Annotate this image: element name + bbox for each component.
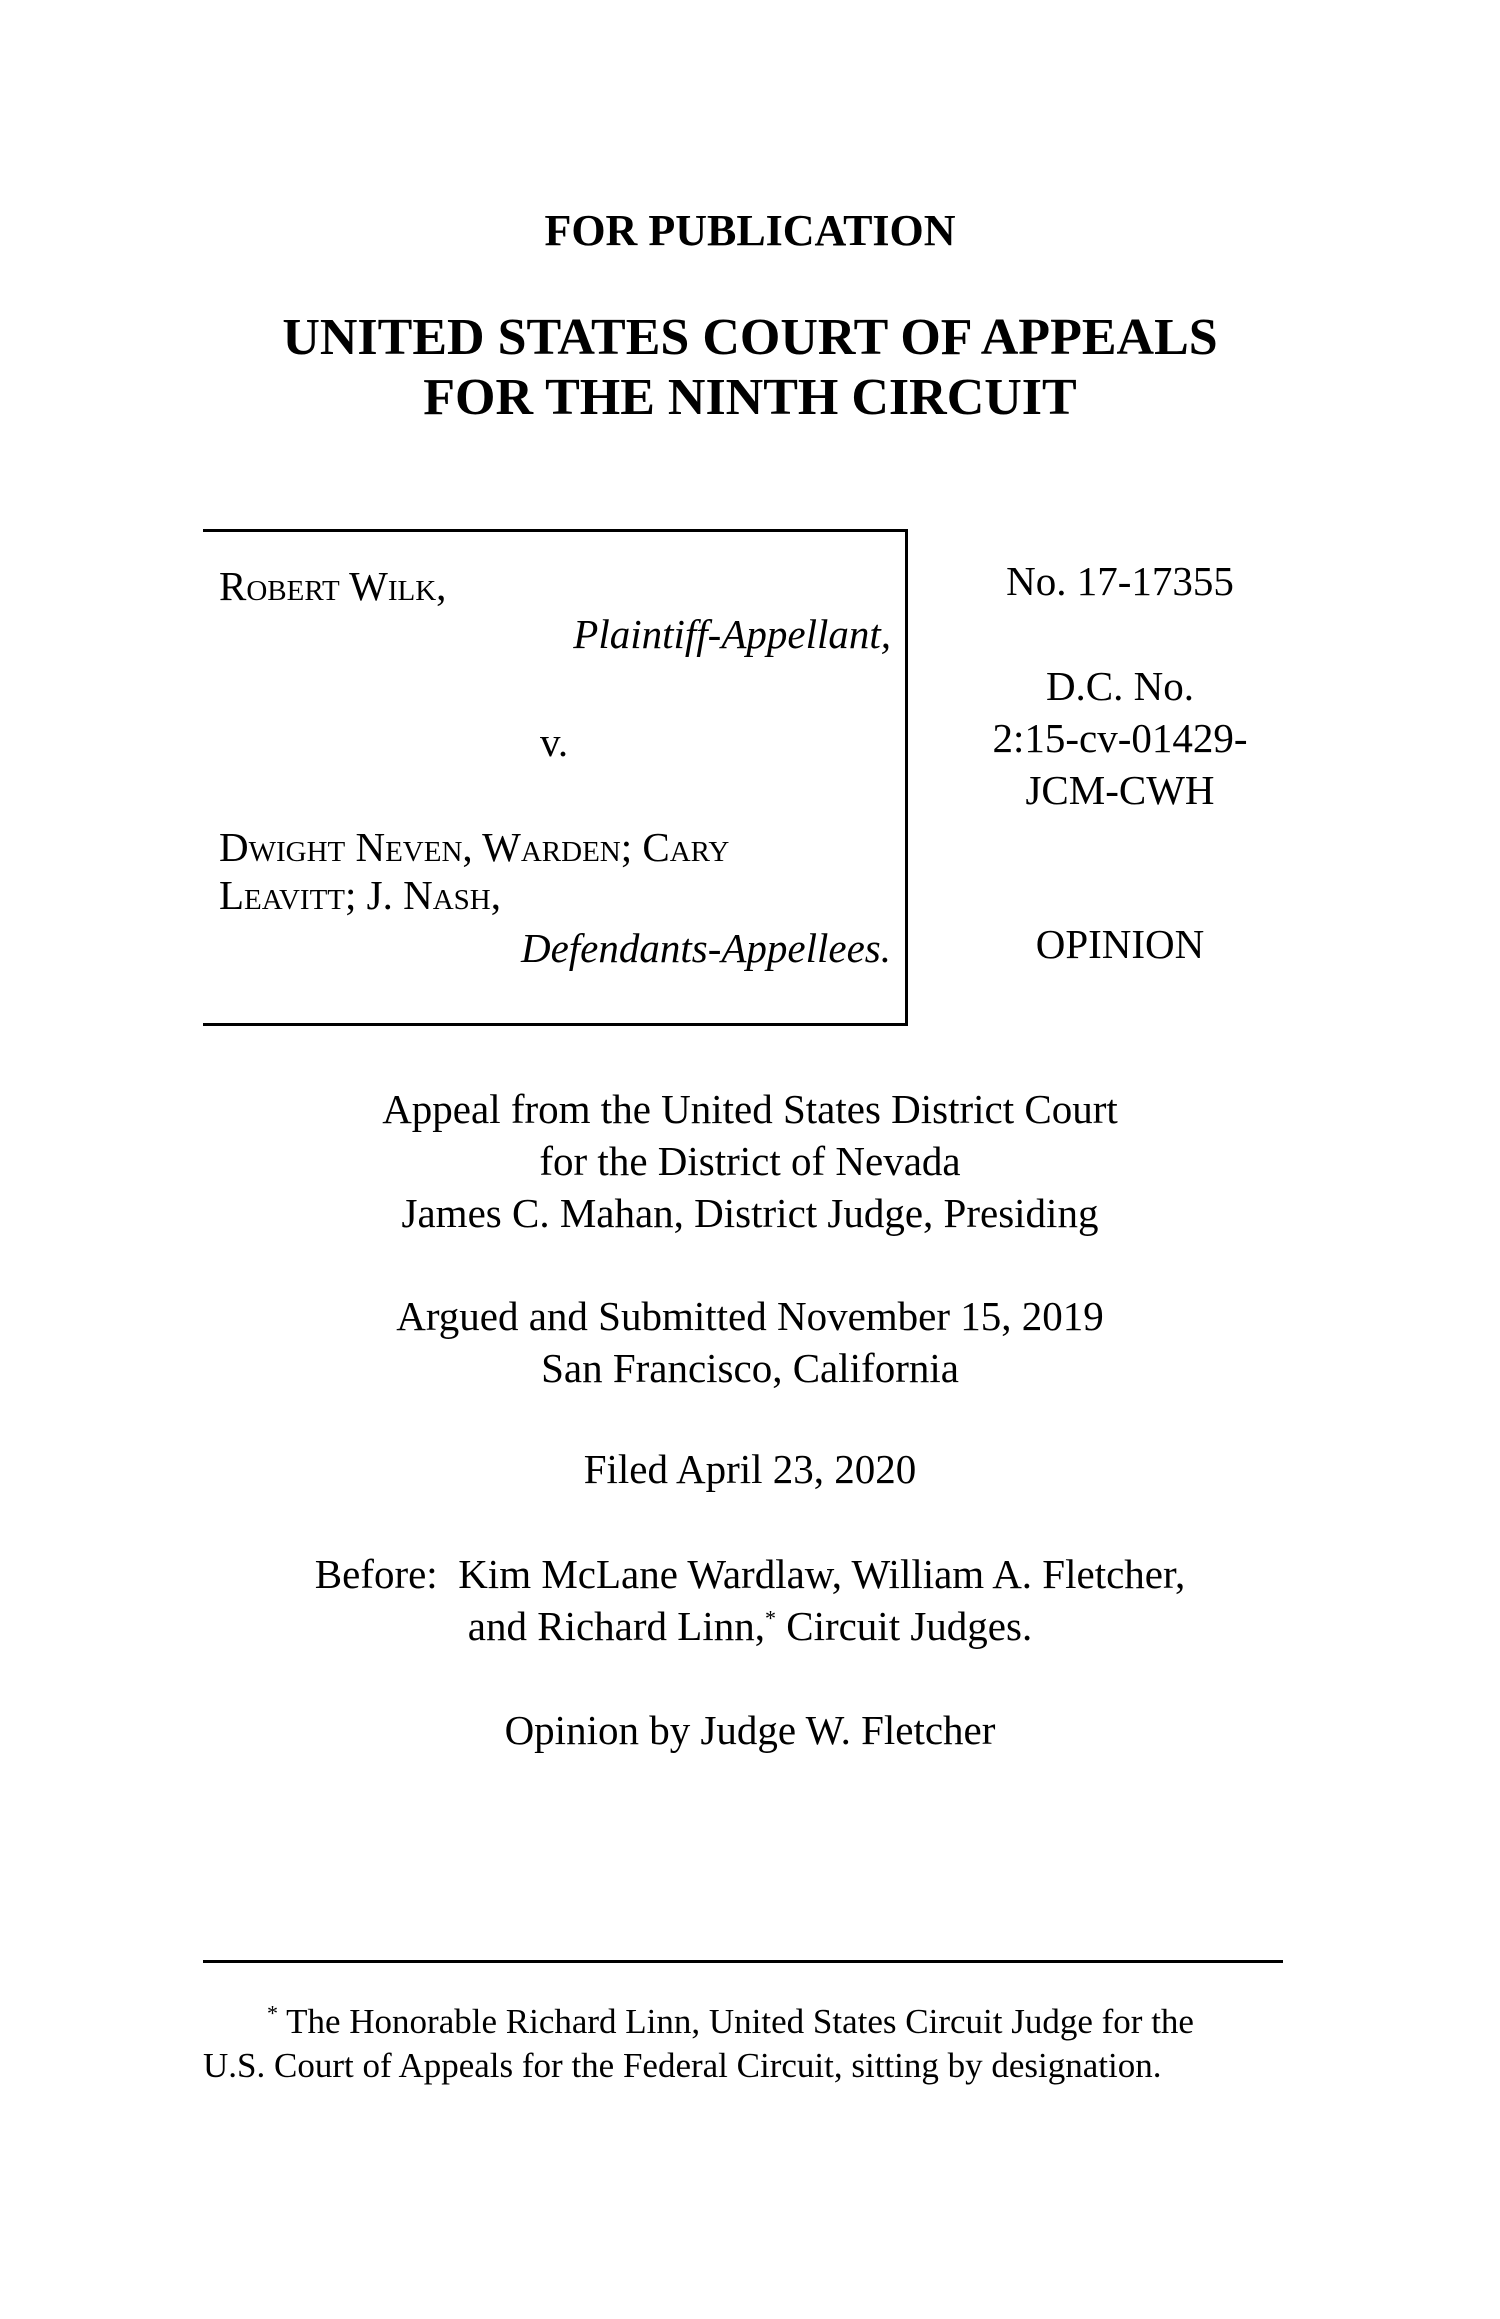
argued-line2: San Francisco, California: [541, 1345, 959, 1391]
case-number: No. 17-17355: [1006, 558, 1234, 604]
court-title: [0, 308, 1500, 428]
footnote-line1: [203, 2000, 1283, 2044]
versus-label: v.: [540, 719, 569, 765]
court-title-line2: FOR THE NINTH CIRCUIT: [423, 369, 1077, 426]
for-publication-label: FOR PUBLICATION: [544, 206, 956, 255]
argued-line1: Argued and Submitted November 15, 2019: [396, 1293, 1104, 1339]
argued-info: [0, 1290, 1500, 1394]
plaintiff-role: Plaintiff-Appellant,: [573, 611, 891, 657]
document-type: OPINION: [1035, 921, 1205, 967]
filed-date: Filed April 23, 2020: [583, 1446, 917, 1492]
panel-info: [0, 1548, 1500, 1652]
dc-label: D.C. No.: [1045, 663, 1195, 709]
dc-number-line1: 2:15-cv-01429-: [992, 715, 1248, 761]
panel-line1: Before: Kim McLane Wardlaw, William A. Fletcher,: [314, 1551, 1186, 1597]
appeal-info: [0, 1083, 1500, 1239]
appeal-line2: for the District of Nevada: [539, 1138, 961, 1184]
defendants-line2: Leavitt; J. Nash,: [219, 872, 501, 918]
panel-footnote-mark: *: [764, 1605, 776, 1631]
footnote-text-line2: U.S. Court of Appeals for the Federal Circuit, sitting by designation.: [203, 2046, 1162, 2085]
district-court-number: [915, 660, 1325, 816]
opinion-author: Opinion by Judge W. Fletcher: [504, 1707, 996, 1753]
panel-line2-pre: and Richard Linn,: [467, 1603, 765, 1649]
defendants-line1: Dwight Neven, Warden; Cary: [219, 824, 730, 870]
footnote-text-line1: The Honorable Richard Linn, United States Circuit Judge for the: [278, 2002, 1194, 2041]
footnote-divider: [203, 1960, 1283, 1963]
footnote: [203, 2000, 1283, 2088]
panel-line2-post: Circuit Judges.: [775, 1603, 1033, 1649]
court-title-line1: UNITED STATES COURT OF APPEALS: [282, 309, 1218, 366]
defendants-role: Defendants-Appellees.: [520, 925, 891, 971]
panel-line2: [0, 1600, 1500, 1652]
plaintiff-name: Robert Wilk,: [219, 563, 447, 609]
appeal-line1: Appeal from the United States District Court: [382, 1086, 1118, 1132]
dc-number-line2: JCM-CWH: [1025, 767, 1215, 813]
footnote-mark: *: [267, 2000, 278, 2026]
case-caption-box: [203, 529, 908, 1026]
appeal-line3: James C. Mahan, District Judge, Presiding: [401, 1190, 1099, 1236]
